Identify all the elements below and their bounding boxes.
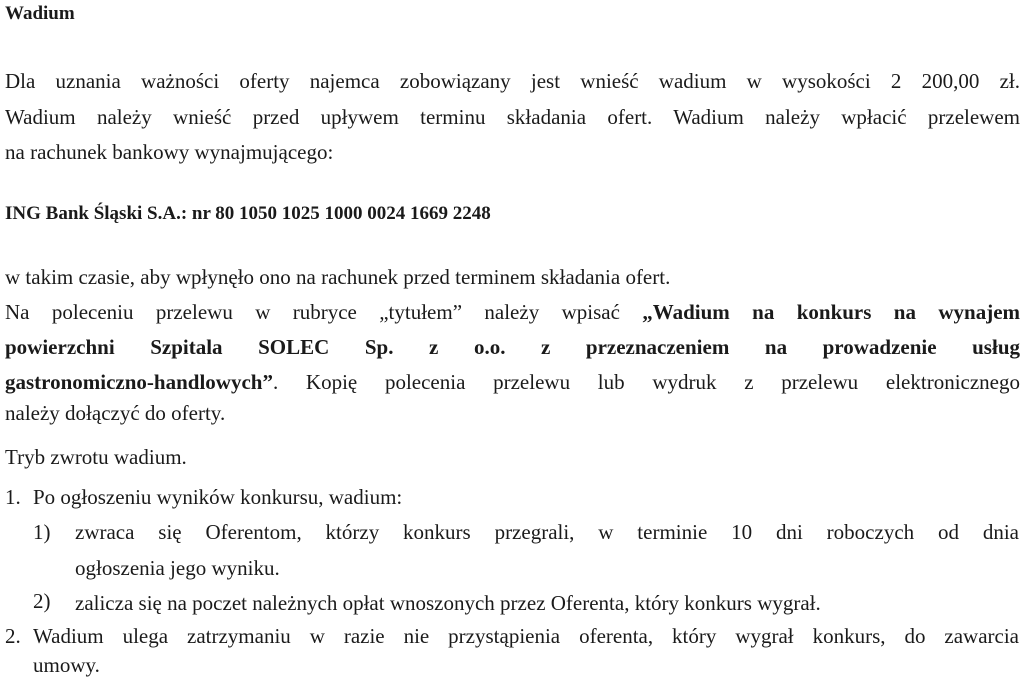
paragraph-line: Wadium należy wnieść przed upływem terminu składania ofert. Wadium należy wpłacić przelewem [5, 105, 1020, 129]
list-number: 2. [5, 624, 21, 648]
list-item-text: umowy. [33, 653, 100, 677]
paragraph-line: należy dołączyć do oferty. [5, 401, 226, 425]
section-heading: Wadium [5, 3, 75, 24]
paragraph-line: w takim czasie, aby wpłynęło ono na rachunek przed terminem składania ofert. [5, 265, 671, 289]
paragraph-line: Dla uznania ważności oferty najemca zobowiązany jest wnieść wadium w wysokości 2 200,00 zł. [5, 69, 1020, 93]
paragraph-text: . Kopię polecenia przelewu lub wydruk z przelewu elektronicznego [272, 370, 1020, 394]
list-item-text: Po ogłoszeniu wyników konkursu, wadium: [33, 485, 403, 509]
sublist-item-text: ogłoszenia jego wyniku. [75, 556, 280, 580]
list-item-text: Wadium ulega zatrzymaniu w razie nie przystąpienia oferenta, który wygrał konkurs, do zawarcia [33, 624, 1019, 648]
paragraph-line: na rachunek bankowy wynajmującego: [5, 140, 334, 164]
sublist-number: 2) [33, 589, 51, 613]
transfer-instruction-text: Na poleceniu przelewu w rubryce „tytułem” należy wpisać [5, 300, 643, 324]
list-number: 1. [5, 485, 21, 509]
sublist-item-text: zalicza się na poczet należnych opłat wnoszonych przez Oferenta, który konkurs wygrał. [75, 591, 821, 615]
sublist-item-text: zwraca się Oferentom, którzy konkurs przegrali, w terminie 10 dni roboczych od dnia [75, 520, 1019, 544]
sublist-number: 1) [33, 520, 51, 544]
transfer-title-end: gastronomiczno-handlowych” [5, 370, 273, 394]
paragraph-line [5, 299, 1020, 325]
paragraph-line [5, 369, 1020, 395]
transfer-title-line: powierzchni Szpitala SOLEC Sp. z o.o. z przeznaczeniem na prowadzenie usług [5, 335, 1020, 359]
subheading: Tryb zwrotu wadium. [5, 445, 187, 469]
transfer-title-text: „Wadium na konkurs na wynajem [642, 300, 1021, 324]
bank-account-line: ING Bank Śląski S.A.: nr 80 1050 1025 1000 0024 1669 2248 [5, 203, 491, 224]
